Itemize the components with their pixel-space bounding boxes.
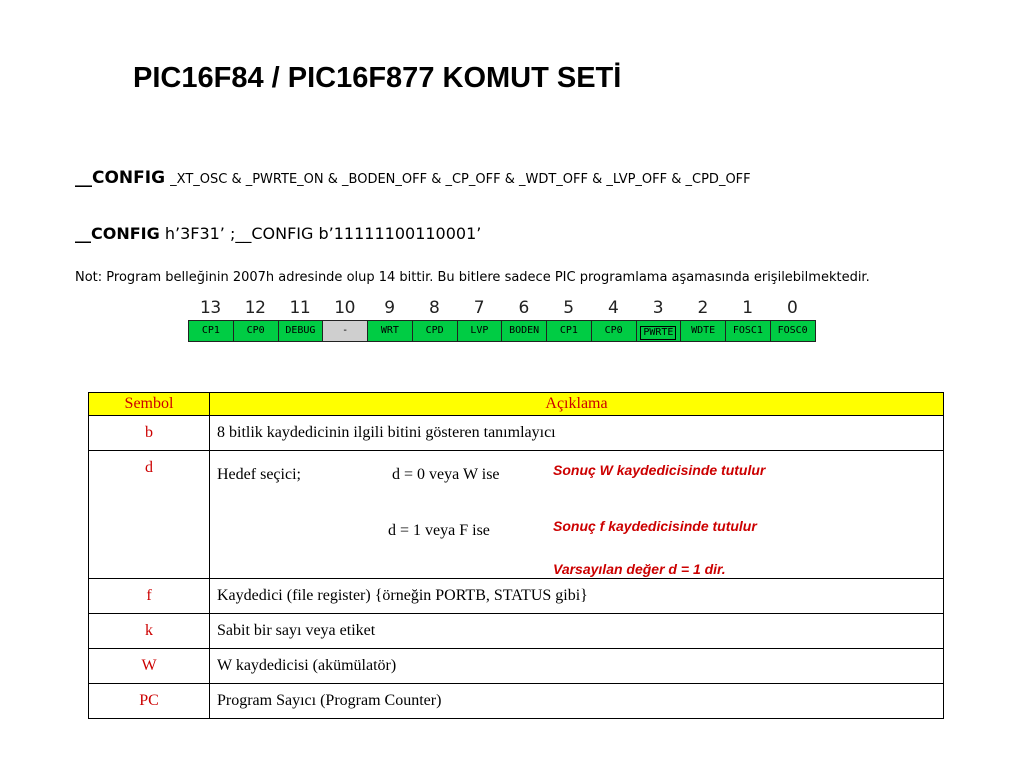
description-cell: 8 bitlik kaydedicinin ilgili bitini gösteren tanımlayıcı: [210, 416, 944, 451]
description-text: Hedef seçici;: [217, 465, 301, 483]
config-options: _XT_OSC & _PWRTE_ON & _BODEN_OFF & _CP_OFF & _WDT_OFF & _LVP_OFF & _CPD_OFF: [170, 172, 751, 187]
table-row: [89, 579, 944, 614]
description-cell: [210, 451, 944, 579]
bit-number: 7: [473, 298, 485, 318]
bit-cell: FOSC0: [771, 321, 815, 341]
note-d1: Sonuç f kaydedicisinde tutulur: [553, 517, 757, 534]
bit-number: 9: [384, 298, 395, 318]
bit-number: 2: [697, 298, 708, 318]
table-row: [89, 684, 944, 719]
bit-number: 10: [334, 298, 355, 318]
bit-cell: WRT: [368, 321, 413, 341]
note-default: Varsayılan değer d = 1 dir.: [553, 560, 726, 577]
description-cell: Sabit bir sayı veya etiket: [210, 614, 944, 649]
symbol-cell: d: [89, 451, 210, 579]
bit-cell: CP0: [592, 321, 637, 341]
symbol-cell: b: [89, 416, 210, 451]
bit-number: 8: [428, 298, 440, 318]
table-row: [89, 649, 944, 684]
table-header-row: [89, 393, 944, 416]
config-bit-diagram: [188, 298, 816, 342]
bit-number-row: [188, 298, 816, 318]
config-line-1: [75, 168, 751, 188]
table-row: [89, 451, 944, 579]
symbol-table: [88, 392, 944, 719]
bit-cell: CP0: [234, 321, 279, 341]
bit-number: 3: [652, 298, 664, 318]
config-keyword: __CONFIG: [75, 224, 160, 243]
bit-number: 1: [742, 298, 753, 318]
bit-name-row: [188, 320, 816, 342]
condition-d0: d = 0 veya W ise: [392, 465, 500, 483]
note-text: Not: Program belleğinin 2007h adresinde olup 14 bittir. Bu bitlere sadece PIC programlama aşamasında erişilebilmektedir.: [75, 270, 870, 285]
bit-number: 4: [607, 298, 619, 318]
bit-cell: CP1: [189, 321, 234, 341]
page-title: PIC16F84 / PIC16F877 KOMUT SETİ: [133, 62, 622, 94]
bit-cell-unused: -: [323, 321, 368, 341]
config-value: h’3F31’ ;__CONFIG b’11111100110001’: [159, 224, 482, 243]
bit-cell: FOSC1: [726, 321, 771, 341]
bit-number: 13: [200, 298, 221, 318]
bit-cell: CP1: [547, 321, 592, 341]
bit-cell: DEBUG: [279, 321, 324, 341]
table-row: [89, 614, 944, 649]
bit-number: 0: [786, 298, 798, 318]
symbol-cell: PC: [89, 684, 210, 719]
condition-d1: d = 1 veya F ise: [388, 521, 490, 539]
config-keyword: __CONFIG: [75, 168, 166, 188]
bit-cell-inverted: [637, 321, 682, 341]
description-cell: Kaydedici (file register) {örneğin PORTB, STATUS gibi}: [210, 579, 944, 614]
note-d0: Sonuç W kaydedicisinde tutulur: [553, 461, 766, 478]
description-cell: W kaydedicisi (akümülatör): [210, 649, 944, 684]
bit-cell: BODEN: [502, 321, 547, 341]
header-description: Açıklama: [210, 393, 944, 416]
symbol-cell: W: [89, 649, 210, 684]
bit-cell-label: PWRTE: [640, 326, 676, 340]
symbol-cell: k: [89, 614, 210, 649]
bit-number: 5: [563, 298, 574, 318]
description-cell: Program Sayıcı (Program Counter): [210, 684, 944, 719]
bit-number: 11: [289, 298, 311, 318]
symbol-cell: f: [89, 579, 210, 614]
config-line-2: [75, 224, 481, 243]
bit-number: 6: [518, 298, 529, 318]
bit-cell: CPD: [413, 321, 458, 341]
bit-cell: LVP: [458, 321, 503, 341]
table-row: [89, 416, 944, 451]
bit-cell: WDTE: [681, 321, 726, 341]
header-symbol: Sembol: [89, 393, 210, 416]
bit-number: 12: [244, 298, 266, 318]
